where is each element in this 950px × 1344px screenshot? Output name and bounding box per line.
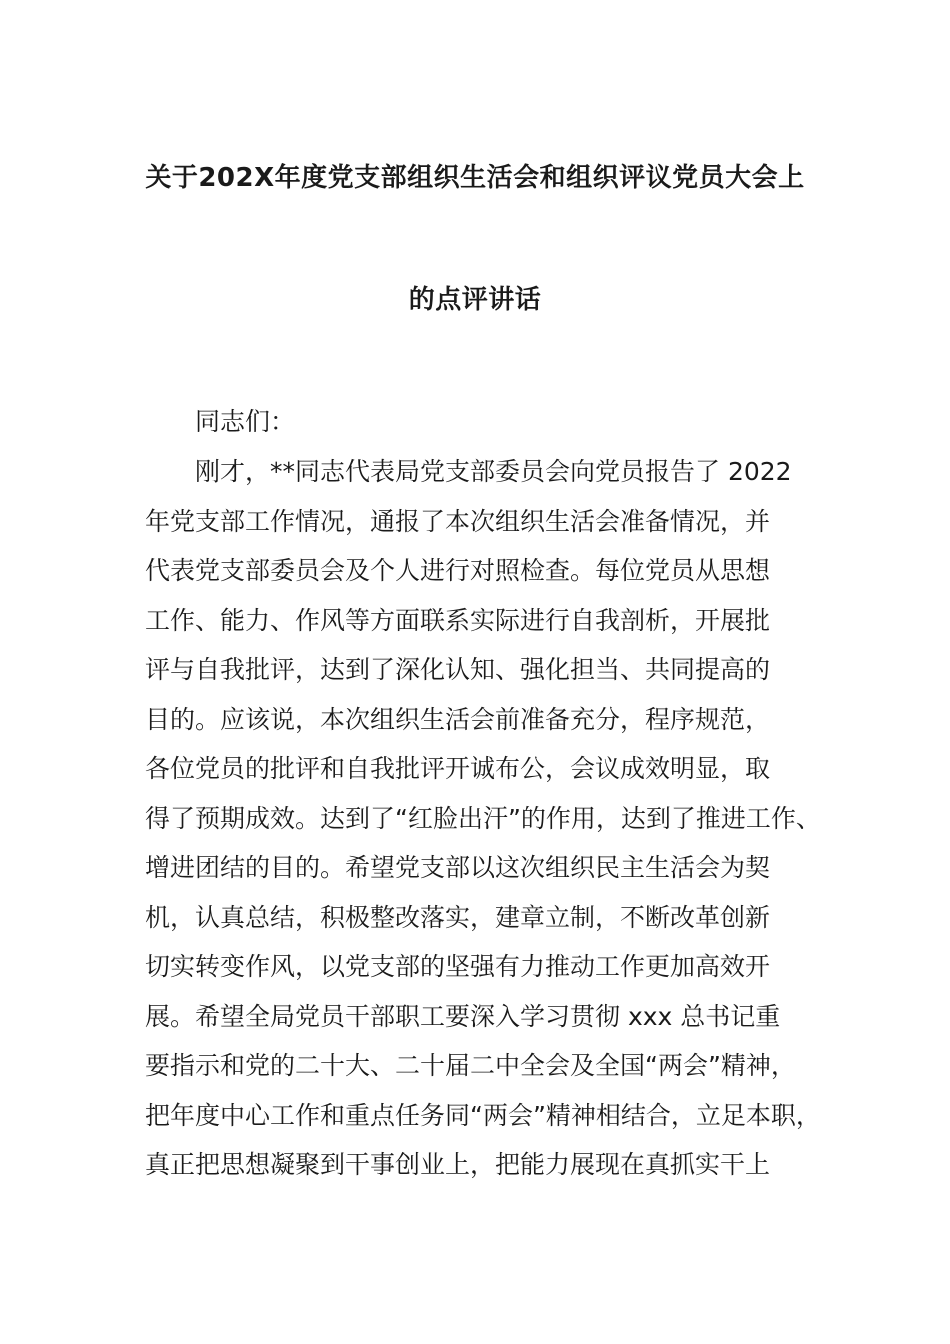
body-line: 要指示和党的二十大、二十届二中全会及全国“两会”精神， bbox=[145, 1051, 796, 1080]
document-title-line-2: 的点评讲话 bbox=[408, 285, 542, 315]
body-line: 各位党员的批评和自我批评开诚布公，会议成效明显，取 bbox=[145, 754, 771, 783]
body-line: 得了预期成效。达到了“红脸出汗”的作用，达到了推进工作、 bbox=[145, 804, 821, 833]
body-line: 把年度中心工作和重点任务同“两会”精神相结合，立足本职， bbox=[145, 1101, 821, 1130]
body-line: 年党支部工作情况，通报了本次组织生活会准备情况，并 bbox=[145, 507, 771, 536]
body-line: 切实转变作风，以党支部的坚强有力推动工作更加高效开 bbox=[145, 952, 771, 981]
salutation: 同志们： bbox=[195, 407, 296, 436]
body-line: 机，认真总结，积极整改落实，建章立制，不断改革创新 bbox=[145, 903, 771, 932]
body-line: 工作、能力、作风等方面联系实际进行自我剖析，开展批 bbox=[145, 606, 771, 635]
body-line: 真正把思想凝聚到干事创业上，把能力展现在真抓实干上 bbox=[145, 1150, 771, 1179]
document-title-line-1: 关于202X年度党支部组织生活会和组织评议党员大会上 bbox=[145, 163, 805, 193]
body-line: 评与自我批评，达到了深化认知、强化担当、共同提高的 bbox=[145, 655, 771, 684]
body-line: 增进团结的目的。希望党支部以这次组织民主生活会为契 bbox=[145, 853, 771, 882]
body-line: 刚才，**同志代表局党支部委员会向党员报告了 2022 bbox=[195, 457, 792, 486]
body-line: 展。希望全局党员干部职工要深入学习贯彻 xxx 总书记重 bbox=[145, 1002, 781, 1031]
body-line: 目的。应该说，本次组织生活会前准备充分，程序规范， bbox=[145, 705, 771, 734]
body-line: 代表党支部委员会及个人进行对照检查。每位党员从思想 bbox=[145, 556, 771, 585]
